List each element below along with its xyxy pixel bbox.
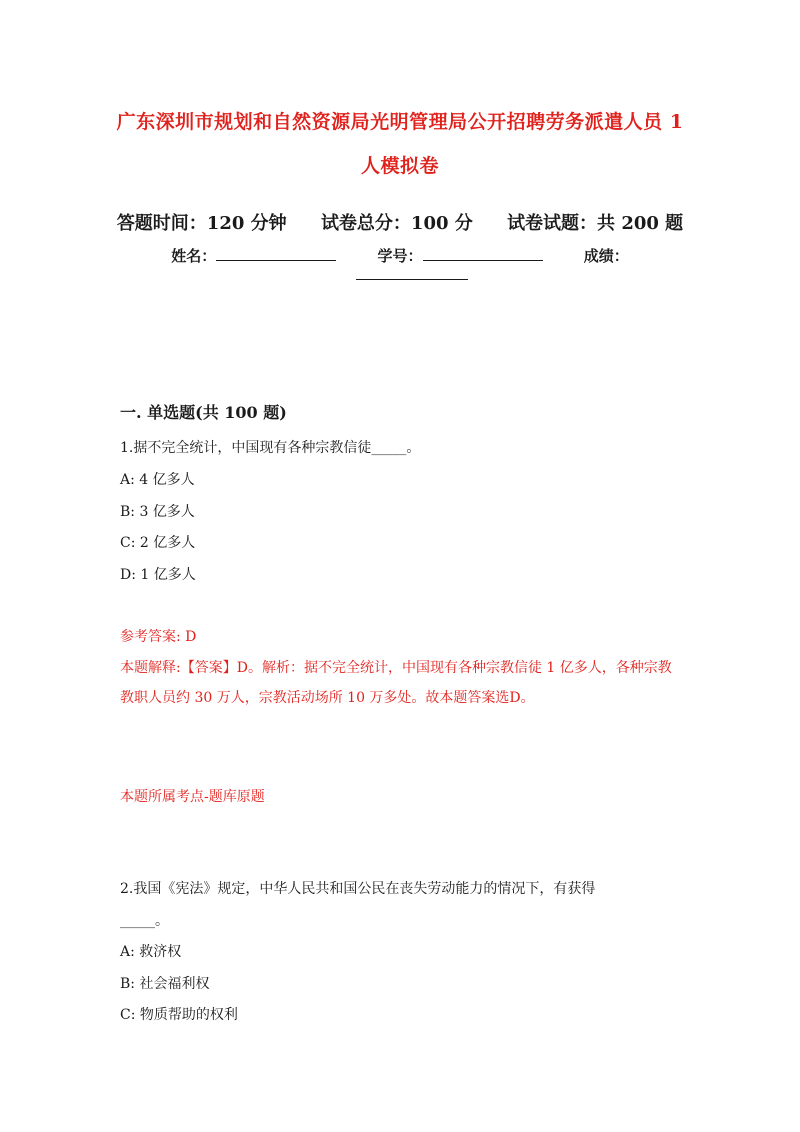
page-title: 广东深圳市规划和自然资源局光明管理局公开招聘劳务派遣人员 1人模拟卷 [116, 111, 684, 177]
exam-time: 答题时间：120 分钟 [116, 213, 287, 234]
question-1-topic: 本题所属考点-题库原题 [120, 789, 265, 805]
question-2-option-b: B: 社会福利权 [120, 976, 210, 992]
name-blank [216, 246, 336, 261]
score-blank [356, 265, 468, 280]
section-title: 一. 单选题(共 100 题) [120, 403, 287, 422]
exam-question-count: 试卷试题：共 200 题 [507, 213, 684, 234]
question-1-stem: 1.据不完全统计，中国现有各种宗教信徒_____。 [120, 440, 421, 456]
id-blank [423, 246, 543, 261]
question-2-stem-continued: _____。 [120, 913, 169, 929]
question-2-option-a: A: 救济权 [120, 944, 182, 960]
question-1-answer: 参考答案: D [120, 629, 197, 645]
id-label: 学号： [377, 247, 423, 265]
question-1-option-c: C: 2 亿多人 [120, 535, 196, 551]
name-label: 姓名： [171, 247, 217, 265]
exam-total-score: 试卷总分：100 分 [320, 213, 473, 234]
question-2-option-c: C: 物质帮助的权利 [120, 1007, 238, 1023]
question-1-explanation: 本题解释:【答案】D。解析：据不完全统计，中国现有各种宗教信徒 1 亿多人，各种宗教教职人员约 30 万人，宗教活动场所 10 万多处。故本题答案选D。 [120, 660, 672, 706]
exam-meta [0, 209, 800, 235]
student-info-row [0, 245, 800, 266]
question-1-option-a: A: 4 亿多人 [120, 472, 195, 488]
question-1-option-b: B: 3 亿多人 [120, 504, 195, 520]
question-2-stem: 2.我国《宪法》规定，中华人民共和国公民在丧失劳动能力的情况下，有获得 [120, 881, 596, 897]
score-label: 成绩： [583, 247, 629, 265]
question-1-option-d: D: 1 亿多人 [120, 567, 196, 583]
